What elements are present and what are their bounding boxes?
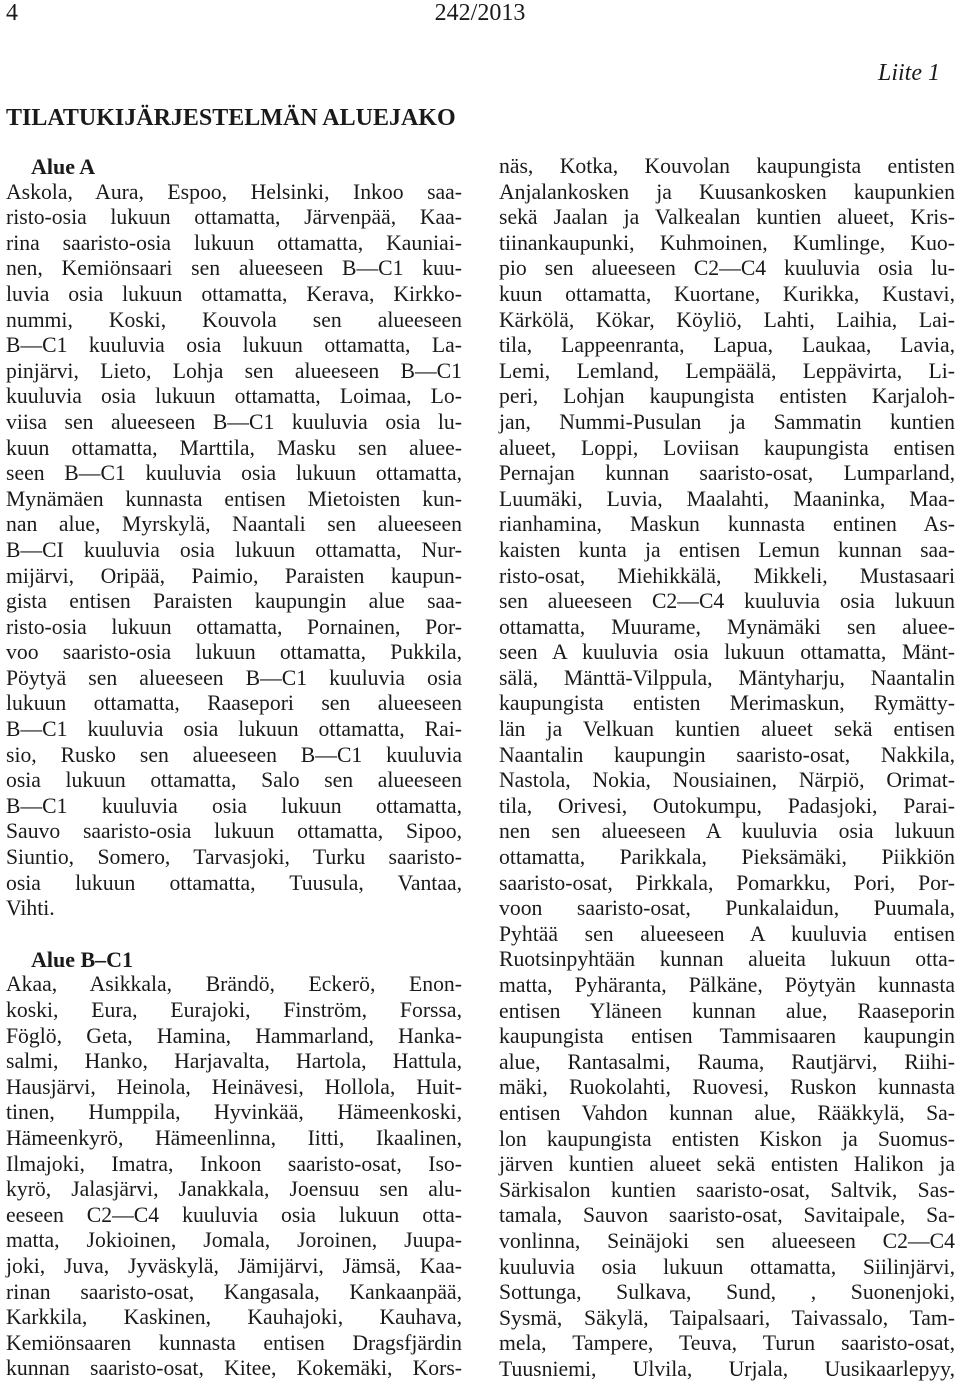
text-line: saaristo-osat, Pirkkala, Pomarkku, Pori, Por- xyxy=(499,870,955,895)
text-line: luvia osia lukuun ottamatta, Kerava, Kirkko- xyxy=(6,281,462,306)
text-line: nan alue, Myrskylä, Naantali sen alueeseen xyxy=(6,512,462,537)
text-line: Nastola, Nokia, Nousiainen, Närpiö, Orimat- xyxy=(499,768,955,793)
text-line: Askola, Aura, Espoo, Helsinki, Inkoo saa- xyxy=(6,179,462,204)
text-line: mela, Tampere, Teuva, Turun saaristo-osat, xyxy=(499,1331,955,1356)
text-line: mijärvi, Oripää, Paimio, Paraisten kaupun- xyxy=(6,563,462,588)
text-line: osia lukuun ottamatta, Tuusula, Vantaa, xyxy=(6,870,462,895)
text-line: pio sen alueeseen C2—C4 kuuluvia osia lu- xyxy=(499,256,955,281)
text-line: kyrö, Jalasjärvi, Janakkala, Joensuu sen alu- xyxy=(6,1177,462,1202)
text-line: entisen Vahdon kunnan alue, Rääkkylä, Sa- xyxy=(499,1100,955,1125)
text-line: eeseen C2—C4 kuuluvia osia lukuun otta- xyxy=(6,1202,462,1227)
text-line: B—C1 kuuluvia osia lukuun ottamatta, La- xyxy=(6,333,462,358)
text-line: län ja Velkuan kuntien alueet sekä entisen xyxy=(499,717,955,742)
text-line: tila, Lappeenranta, Lapua, Laukaa, Lavia, xyxy=(499,333,955,358)
text-line: kuun ottamatta, Kuortane, Kurikka, Kustavi, xyxy=(499,281,955,306)
page-number: 4 xyxy=(6,0,18,26)
text-line: kaisten kunta ja entisen Lemun kunnan saa- xyxy=(499,537,955,562)
text-line: nen, Kemiönsaari sen alueeseen B—C1 kuu- xyxy=(6,256,462,281)
text-line: rina saaristo-osia lukuun ottamatta, Kauniai- xyxy=(6,230,462,255)
text-line: Föglö, Geta, Hamina, Hammarland, Hanka- xyxy=(6,1023,462,1048)
text-line: B—CI kuuluvia osia lukuun ottamatta, Nur- xyxy=(6,537,462,562)
text-line: kuuluvia osia lukuun ottamatta, Siilinjärvi, xyxy=(499,1254,955,1279)
text-line: voon saaristo-osat, Punkalaidun, Puumala, xyxy=(499,896,955,921)
text-line: Särkisalon kuntien saaristo-osat, Saltvik, Sas- xyxy=(499,1177,955,1202)
text-line: Tuusniemi, Ulvila, Urjala, Uusikaarlepyy, xyxy=(499,1356,955,1381)
text-line: sälä, Mänttä-Vilppula, Mäntyharju, Naantalin xyxy=(499,665,955,690)
text-line: Vihti. xyxy=(6,896,55,921)
text-line: Pernajan kunnan saaristo-osat, Lumparland, xyxy=(499,461,955,486)
section-heading-alue-a: Alue A xyxy=(31,154,96,179)
text-line: Mynämäen kunnasta entisen Mietoisten kun- xyxy=(6,486,462,511)
text-line: Anjalankosken ja Kuusankosken kaupunkien xyxy=(499,179,955,204)
text-line: B—C1 kuuluvia osia lukuun ottamatta, xyxy=(6,793,462,818)
page-title: TILATUKIJÄRJESTELMÄN ALUEJAKO xyxy=(6,105,456,131)
text-line: risto-osia lukuun ottamatta, Pornainen, Por- xyxy=(6,614,462,639)
text-line: entisen Yläneen kunnan alue, Raaseporin xyxy=(499,998,955,1023)
text-line: koski, Eura, Eurajoki, Finström, Forssa, xyxy=(6,998,462,1022)
text-line: matta, Pyhäranta, Pälkäne, Pöytyän kunnasta xyxy=(499,973,955,997)
text-line: Sottunga, Sulkava, Sund, , Suonenjoki, xyxy=(499,1280,955,1305)
text-line: Luumäki, Luvia, Maalahti, Maaninka, Maa- xyxy=(499,486,955,511)
text-line: Karkkila, Kaskinen, Kauhajoki, Kauhava, xyxy=(6,1305,462,1330)
section-heading-alue-b-c1: Alue B–C1 xyxy=(31,946,134,972)
text-line: sen alueeseen C2—C4 kuuluvia osia lukuun xyxy=(499,589,955,614)
text-line: kaupungista entisen Tammisaaren kaupungin xyxy=(499,1024,955,1049)
text-line: Sysmä, Säkylä, Taipalsaari, Taivassalo, Tam- xyxy=(499,1305,955,1330)
text-line: sekä Jaalan ja Valkealan kuntien alueet, Kris- xyxy=(499,205,955,230)
text-line: tiinankaupunki, Kuhmoinen, Kumlinge, Kuo- xyxy=(499,230,955,255)
text-line: seen B—C1 kuuluvia osia lukuun ottamatta, xyxy=(6,461,462,486)
text-line: salmi, Hanko, Harjavalta, Hartola, Hattula, xyxy=(6,1049,462,1074)
text-line: jan, Nummi-Pusulan ja Sammatin kuntien xyxy=(499,409,955,434)
text-line: kuuluvia osia lukuun ottamatta, Loimaa, Lo- xyxy=(6,384,462,409)
text-line: osia lukuun ottamatta, Salo sen alueeseen xyxy=(6,768,462,793)
text-line: ottamatta, Parikkala, Pieksämäki, Piikkiön xyxy=(499,845,955,870)
text-line: Hämeenkyrö, Hämeenlinna, Iitti, Ikaalinen, xyxy=(6,1125,462,1150)
text-line: alueet, Loppi, Loviisan kaupungista entisen xyxy=(499,435,955,460)
text-line: järven kuntien alueet sekä entisten Halikon ja xyxy=(499,1152,955,1177)
annex-label: Liite 1 xyxy=(877,60,940,86)
text-line: voo saaristo-osia lukuun ottamatta, Pukkila, xyxy=(6,640,462,665)
text-line: viisa sen alueeseen B—C1 kuuluvia osia lu- xyxy=(6,409,462,434)
document-number: 242/2013 xyxy=(434,0,526,26)
text-line: näs, Kotka, Kouvolan kaupungista entisten xyxy=(499,154,955,178)
text-line: tamala, Sauvon saaristo-osat, Savitaipale, Sa- xyxy=(499,1203,955,1228)
section-body-alue-a xyxy=(6,180,462,922)
text-line: risto-osat, Miehikkälä, Mikkeli, Mustasaari xyxy=(499,563,955,588)
text-line: B—C1 kuuluvia osia lukuun ottamatta, Rai- xyxy=(6,717,462,742)
text-line: peri, Lohjan kaupungista entisten Karjaloh- xyxy=(499,384,955,409)
text-line: mäki, Ruokolahti, Ruovesi, Ruskon kunnasta xyxy=(499,1075,955,1100)
text-line: alue, Rantasalmi, Rauma, Rautjärvi, Riihi- xyxy=(499,1049,955,1074)
text-line: pinjärvi, Lieto, Lohja sen alueeseen B—C1 xyxy=(6,358,462,383)
text-line: Kemiönsaaren kunnasta entisen Dragsfjärdin xyxy=(6,1330,462,1355)
text-line: sio, Rusko sen alueeseen B—C1 kuuluvia xyxy=(6,742,462,767)
text-line: Ruotsinpyhtään kunnan alueita lukuun otta- xyxy=(499,947,955,972)
right-column xyxy=(499,154,955,1383)
text-line: Hausjärvi, Heinola, Heinävesi, Hollola, Huit- xyxy=(6,1074,462,1099)
text-line: seen A kuuluvia osia lukuun ottamatta, Mänt- xyxy=(499,640,955,665)
text-line: ottamatta, Muurame, Mynämäki sen aluee- xyxy=(499,614,955,639)
text-line: Siuntio, Somero, Tarvasjoki, Turku saaristo- xyxy=(6,845,462,870)
text-line: kuun ottamatta, Marttila, Masku sen aluee- xyxy=(6,435,462,460)
section-body-continued xyxy=(499,154,955,1383)
text-line: lukuun ottamatta, Raasepori sen alueeseen xyxy=(6,691,462,716)
text-line: gista entisen Paraisten kaupungin alue saa- xyxy=(6,589,462,614)
text-line: kaupungista entisten Merimaskun, Rymätty- xyxy=(499,691,955,716)
text-line: nummi, Koski, Kouvola sen alueeseen xyxy=(6,307,462,332)
text-line: nen sen alueeseen A kuuluvia osia lukuun xyxy=(499,819,955,844)
text-line: Akaa, Asikkala, Brändö, Eckerö, Enon- xyxy=(6,972,462,997)
text-line: Kärkölä, Kökar, Köyliö, Lahti, Laihia, Lai- xyxy=(499,307,955,332)
text-line: rianhamina, Maskun kunnasta entinen As- xyxy=(499,512,955,537)
text-line: vonlinna, Seinäjoki sen alueeseen C2—C4 xyxy=(499,1228,955,1253)
section-body-alue-b-c1 xyxy=(6,972,462,1382)
text-line: Pöytyä sen alueeseen B—C1 kuuluvia osia xyxy=(6,665,462,690)
text-line: rinan saaristo-osat, Kangasala, Kankaanpää, xyxy=(6,1279,462,1304)
text-line: kunnan saaristo-osat, Kitee, Kokemäki, Kors- xyxy=(6,1356,462,1381)
text-line: lon kaupungista entisten Kiskon ja Suomus- xyxy=(499,1126,955,1151)
text-line: tinen, Humppila, Hyvinkää, Hämeenkoski, xyxy=(6,1100,462,1125)
text-line: matta, Jokioinen, Jomala, Joroinen, Juupa- xyxy=(6,1228,462,1253)
text-line: Sauvo saaristo-osia lukuun ottamatta, Sipoo, xyxy=(6,819,462,844)
text-line: risto-osia lukuun ottamatta, Järvenpää, Kaa- xyxy=(6,205,462,230)
text-line: Pyhtää sen alueeseen A kuuluvia entisen xyxy=(499,921,955,946)
text-line: Lemi, Lemland, Lempäälä, Leppävirta, Li- xyxy=(499,358,955,383)
text-line: tila, Orivesi, Outokumpu, Padasjoki, Parai- xyxy=(499,793,955,818)
text-line: Naantalin kaupungin saaristo-osat, Nakkila, xyxy=(499,742,955,767)
left-column xyxy=(6,154,462,1382)
text-line: joki, Juva, Jyväskylä, Jämijärvi, Jämsä, Kaa- xyxy=(6,1253,462,1278)
text-line: Ilmajoki, Imatra, Inkoon saaristo-osat, Iso- xyxy=(6,1151,462,1176)
